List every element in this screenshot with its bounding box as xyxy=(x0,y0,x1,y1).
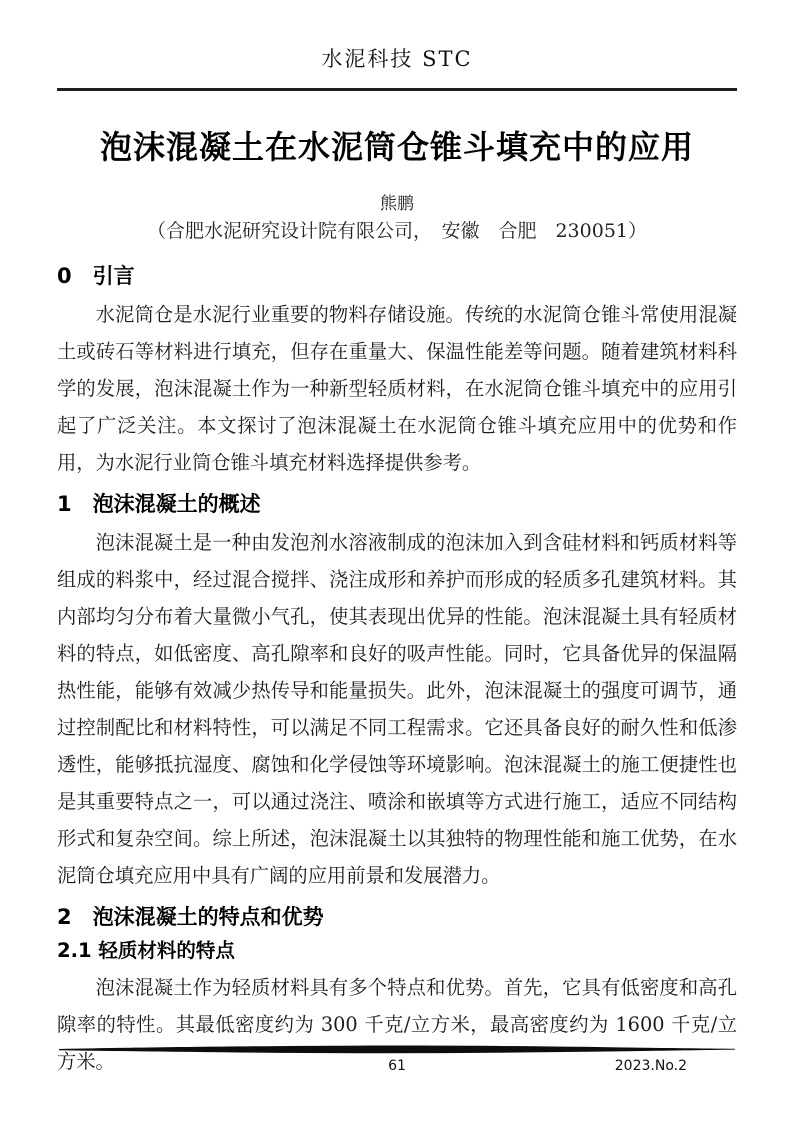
section-heading-0: 0 引言 xyxy=(57,264,135,288)
author-name: 熊鹏 xyxy=(380,194,414,214)
journal-title: 水泥科技 STC xyxy=(321,47,473,71)
journal-header xyxy=(57,46,737,72)
section-overview xyxy=(57,489,737,894)
subsection-heading-2-1: 2.1 轻质材料的特点 xyxy=(57,939,235,962)
footer-rule xyxy=(57,1044,737,1054)
author-affiliation: （合肥水泥研究设计院有限公司， 安徽 合肥 230051） xyxy=(146,220,648,242)
issue-number: 2023.No.2 xyxy=(614,1058,687,1074)
article-title: 泡沫混凝土在水泥筒仓锥斗填充中的应用 xyxy=(99,128,694,166)
page-number: 61 xyxy=(388,1058,406,1074)
paragraph-lightweight: 泡沫混凝土作为轻质材料具有多个特点和优势。首先，它具有低密度和高孔隙率的特性。其最低密度约为 300 千克/立方米，最高密度约为 1600 千克/立方米。 xyxy=(57,976,737,1073)
section-heading-2: 2 泡沫混凝土的特点和优势 xyxy=(57,905,324,929)
paragraph-overview: 泡沫混凝土是一种由发泡剂水溶液制成的泡沫加入到含硅材料和钙质材料等组成的料浆中，经过混合搅拌、浇注成形和养护而形成的轻质多孔建筑材料。其内部均匀分布着大量微小气孔，使其表现出优异的性能。泡沫混凝土具有轻质材料的特点，如低密度、高孔隙率和良好的吸声性能。同时，它具备优异的保温隔热性能，能够有效减少热传导和能量损失。此外，泡沫混凝土的强度可调节，通过控制配比和材料特性，可以满足不同工程需求。它还具备良好的耐久性和低渗透性，能够抵抗湿度、腐蚀和化学侵蚀等环境影响。泡沫混凝土的施工便捷性也是其重要特点之一，可以通过浇注、喷涂和嵌填等方式进行施工，适应不同结构形式和复杂空间。综上所述，泡沫混凝土以其独特的物理性能和施工优势，在水泥筒仓填充应用中具有广阔的应用前景和发展潜力。 xyxy=(57,531,737,887)
section-heading-1: 1 泡沫混凝土的概述 xyxy=(57,492,261,516)
section-features xyxy=(57,902,737,932)
paragraph-intro: 水泥筒仓是水泥行业重要的物料存储设施。传统的水泥筒仓锥斗常使用混凝土或砖石等材料进行填充，但存在重量大、保温性能差等问题。随着建筑材料科学的发展，泡沫混凝土作为一种新型轻质材料，在水泥筒仓锥斗填充中的应用引起了广泛关注。本文探讨了泡沫混凝土在水泥筒仓锥斗填充应用中的优势和作用，为水泥行业筒仓锥斗填充材料选择提供参考。 xyxy=(57,303,737,474)
header-rule xyxy=(57,88,737,91)
page-footer xyxy=(57,1044,737,1075)
section-introduction xyxy=(57,261,737,481)
footer-meta xyxy=(57,1057,737,1075)
